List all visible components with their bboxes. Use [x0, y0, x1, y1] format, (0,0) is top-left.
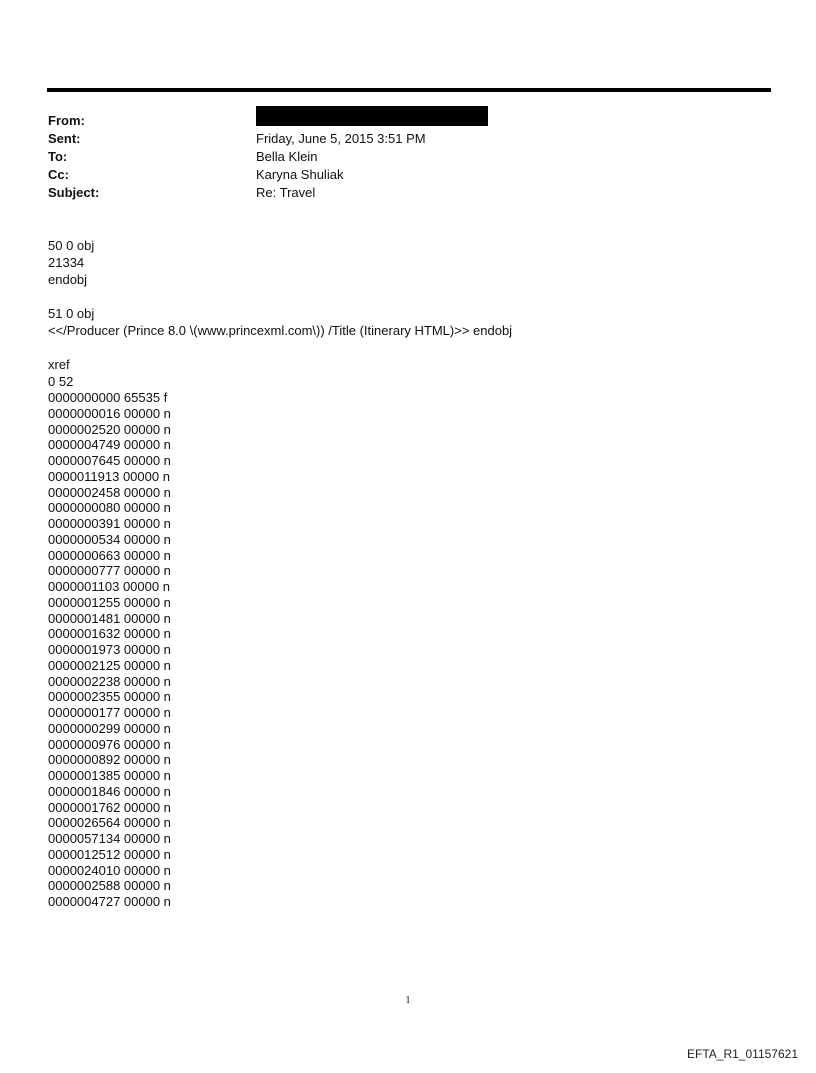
- xref-entry: 0000002520 00000 n: [48, 421, 171, 437]
- page-number: 1: [405, 995, 411, 1006]
- from-value: [256, 112, 748, 130]
- sent-row: [48, 130, 748, 148]
- spacer: [48, 288, 768, 305]
- xref-entry: 0000000000 65535 f: [48, 390, 168, 405]
- xref-entry: 0000026564 00000 n: [48, 815, 171, 831]
- body-line: 0 52: [48, 374, 74, 389]
- body-line: endobj: [48, 272, 88, 287]
- to-value: Bella Klein: [256, 149, 318, 164]
- xref-entry: 0000001103 00000 n: [48, 579, 170, 594]
- to-label: To:: [48, 149, 68, 164]
- body-line: 51 0 obj: [48, 306, 95, 321]
- xref-entry: 0000001846 00000 n: [48, 783, 171, 799]
- to-row: [48, 148, 748, 166]
- cc-row: [48, 166, 748, 184]
- xref-entry: 0000004727 00000 n: [48, 894, 171, 909]
- body-line: xref: [48, 357, 70, 372]
- subject-label: Subject:: [48, 185, 100, 200]
- xref-entry: 0000001632 00000 n: [48, 626, 171, 642]
- xref-header-block: [48, 356, 768, 390]
- xref-entry: 0000057134 00000 n: [48, 831, 171, 846]
- xref-entry: 0000001481 00000 n: [48, 610, 171, 626]
- xref-entry: 0000000177 00000 n: [48, 705, 171, 720]
- xref-entry: 0000000892 00000 n: [48, 752, 171, 768]
- obj51-block: [48, 305, 768, 339]
- xref-entry: 0000000016 00000 n: [48, 405, 171, 421]
- xref-entry: 0000001385 00000 n: [48, 768, 171, 783]
- subject-row: [48, 184, 748, 202]
- xref-entry: 0000002458 00000 n: [48, 484, 171, 500]
- xref-entry: 0000000299 00000 n: [48, 720, 171, 736]
- header-rule: [47, 88, 771, 92]
- subject-value: Re: Travel: [256, 185, 316, 200]
- xref-entry: 0000002125 00000 n: [48, 657, 171, 673]
- xref-entry: 0000001973 00000 n: [48, 642, 171, 657]
- xref-entry: 0000002588 00000 n: [48, 878, 171, 894]
- from-label: From:: [48, 113, 85, 128]
- obj50-block: [48, 237, 768, 288]
- spacer: [48, 339, 768, 356]
- cc-value: Karyna Shuliak: [256, 167, 344, 182]
- xref-entry: 0000012512 00000 n: [48, 846, 171, 862]
- xref-entry: 0000001762 00000 n: [48, 799, 171, 815]
- from-row: [48, 112, 748, 130]
- cc-label: Cc:: [48, 167, 69, 182]
- body-line: 50 0 obj: [48, 238, 95, 253]
- xref-entry: 0000002355 00000 n: [48, 689, 171, 705]
- email-body: [48, 237, 768, 910]
- body-line: <</Producer (Prince 8.0 \(www.princexml.com\)) /Title (Itinerary HTML)>> endobj: [48, 323, 513, 338]
- xref-entry: 0000000976 00000 n: [48, 736, 171, 752]
- xref-entries: [48, 390, 768, 910]
- xref-entry: 0000011913 00000 n: [48, 468, 170, 484]
- xref-entry: 0000000080 00000 n: [48, 500, 171, 516]
- sent-value: Friday, June 5, 2015 3:51 PM: [256, 131, 426, 146]
- xref-entry: 0000007645 00000 n: [48, 453, 171, 468]
- xref-entry: 0000000777 00000 n: [48, 563, 171, 579]
- document-id: EFTA_R1_01157621: [687, 1047, 798, 1061]
- xref-entry: 0000002238 00000 n: [48, 673, 171, 689]
- xref-entry: 0000001255 00000 n: [48, 594, 171, 610]
- email-header: [48, 112, 748, 202]
- sent-label: Sent:: [48, 131, 81, 146]
- xref-entry: 0000004749 00000 n: [48, 437, 171, 453]
- xref-entry: 0000000534 00000 n: [48, 531, 171, 547]
- body-line: 21334: [48, 255, 85, 270]
- xref-entry: 0000000391 00000 n: [48, 516, 171, 531]
- xref-entry: 0000024010 00000 n: [48, 862, 171, 878]
- xref-entry: 0000000663 00000 n: [48, 547, 171, 563]
- redaction-box: [256, 106, 488, 126]
